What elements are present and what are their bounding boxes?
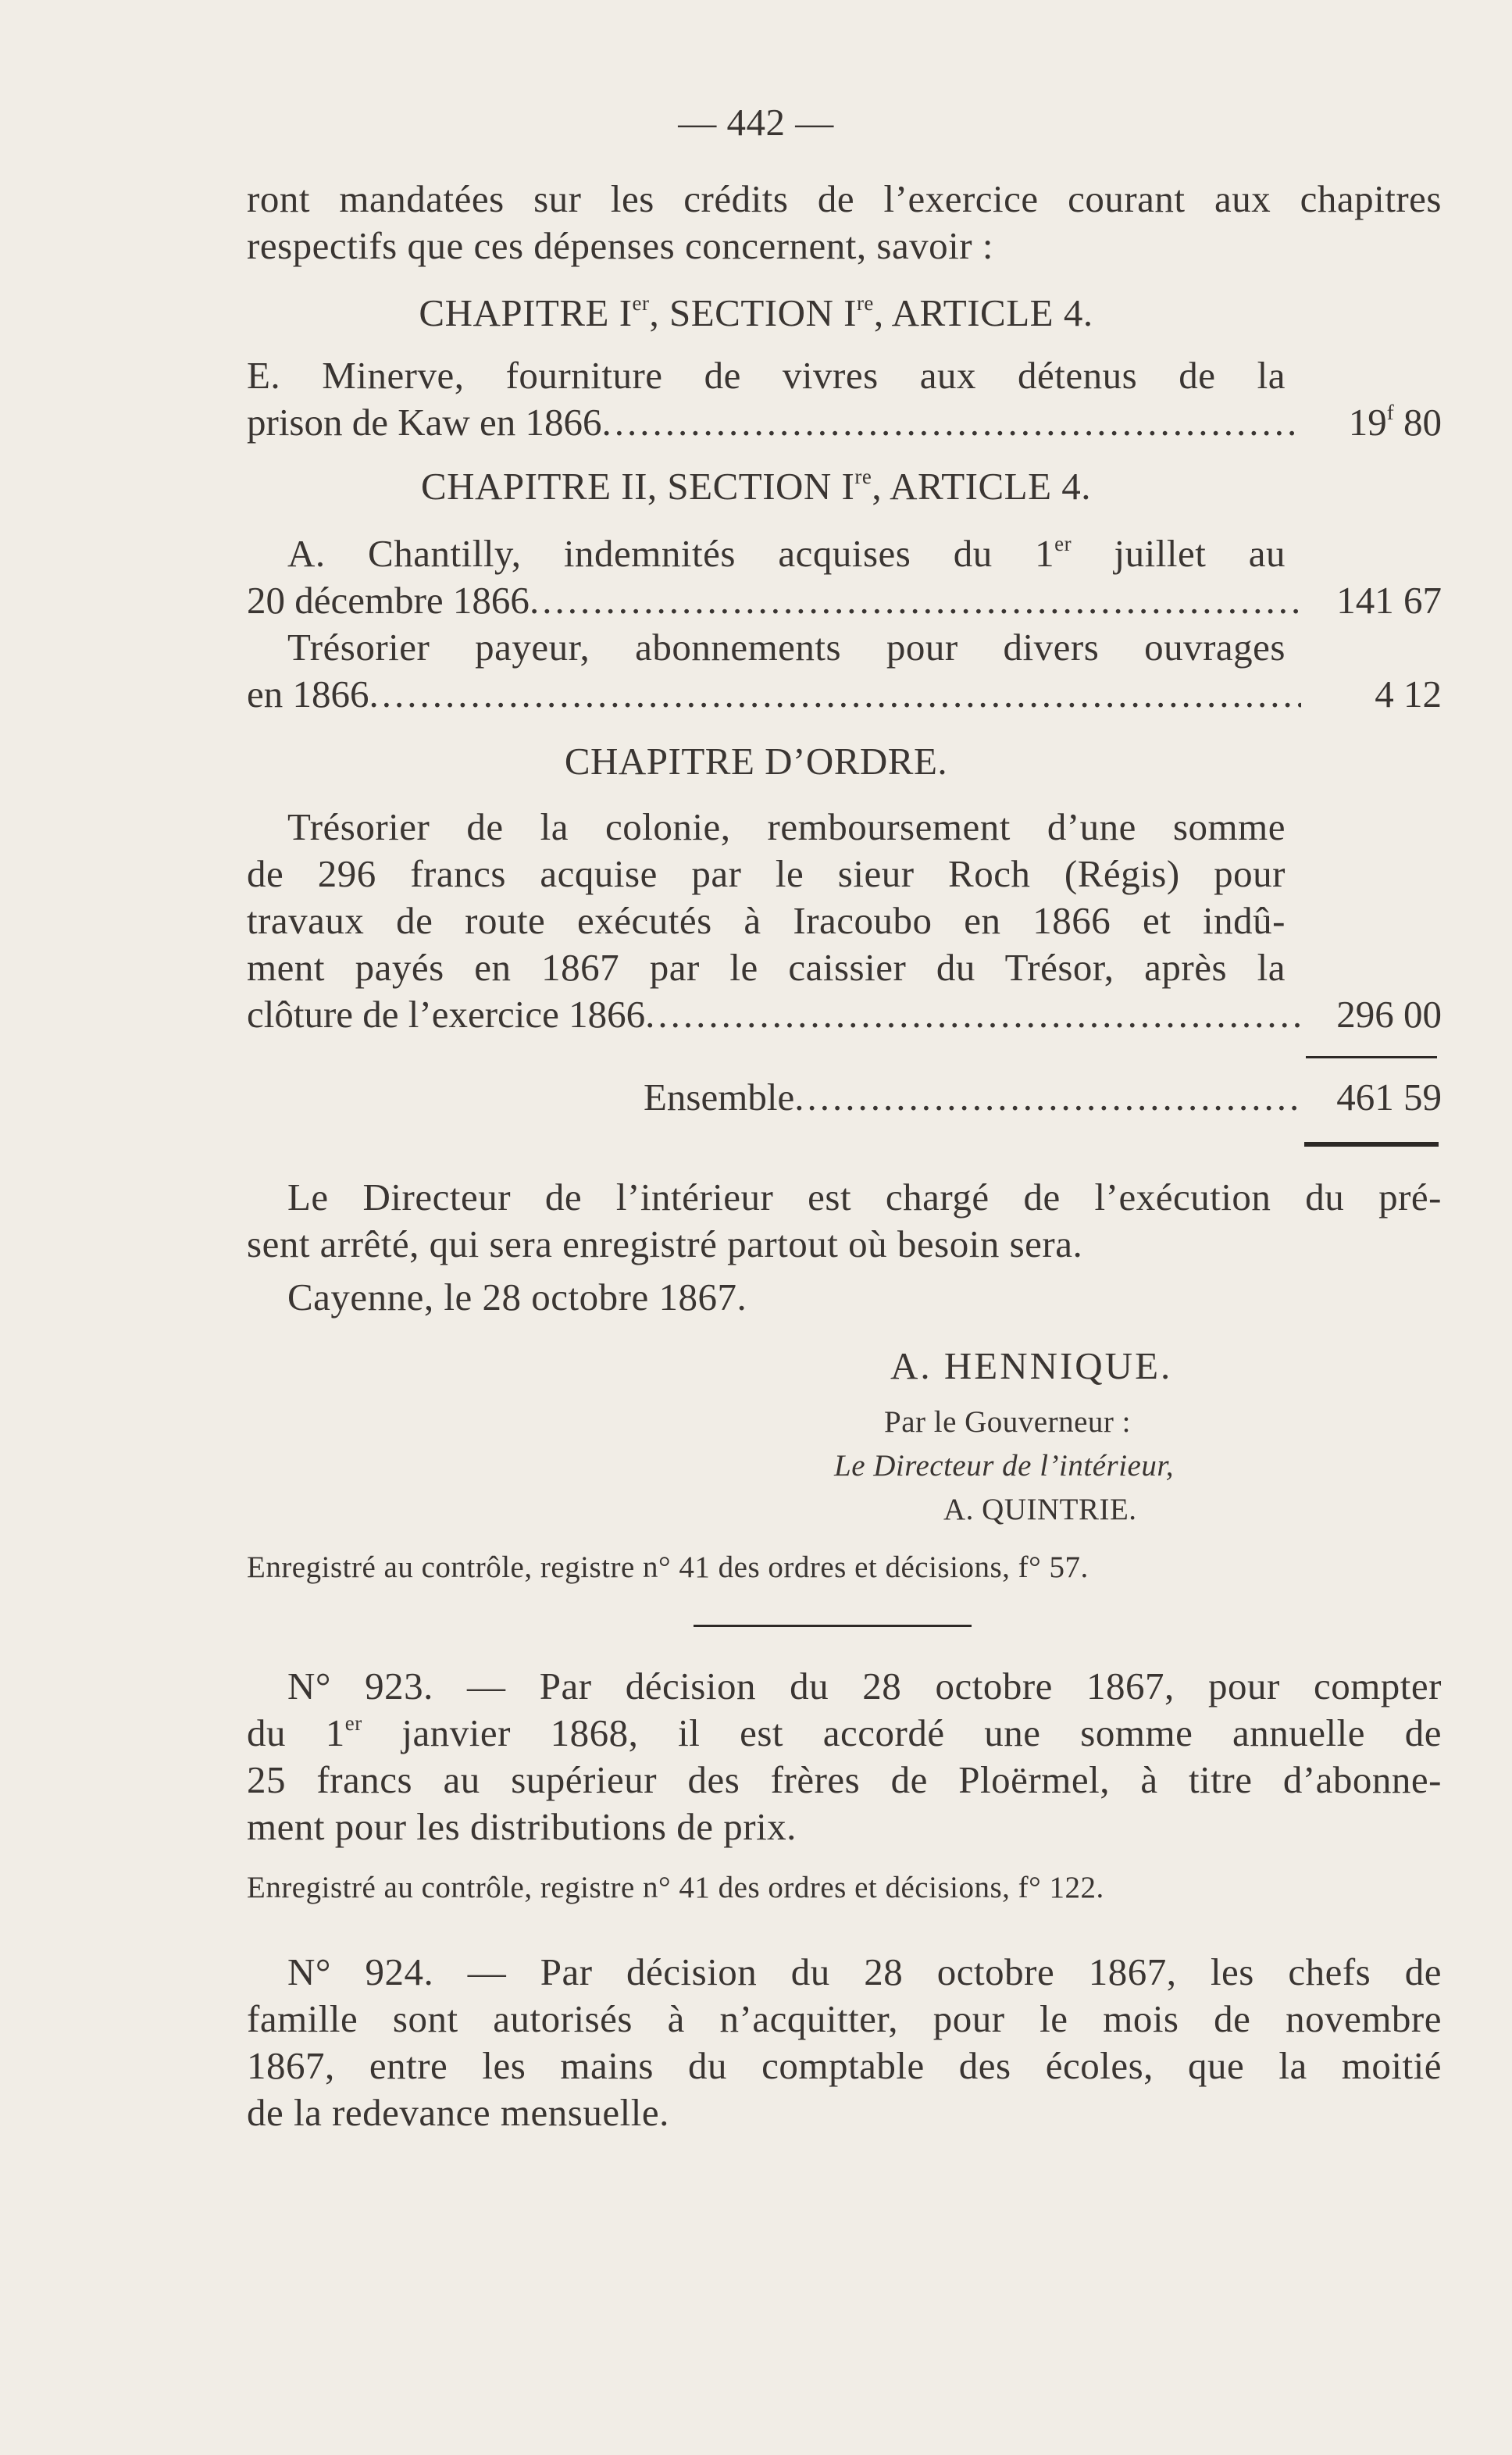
section-divider [694, 1625, 972, 1627]
chapter1-entry-amount: 19$^f$ 80 [1348, 400, 1442, 444]
leader-dots [645, 992, 1301, 1037]
signature-name: A. HENNIQUE. [890, 1344, 1173, 1387]
closing-line-3: Cayenne, le 28 octobre 1867. [287, 1276, 747, 1318]
chapter-ordre-line-3: travaux de route exécutés à Iracoubo en 1866 et indû- [247, 899, 1286, 942]
decision923-registration: Enregistré au contrôle, registre n° 41 des ordres et décisions, f° 122. [247, 1871, 1104, 1904]
chapter2-entry1-line-1: A. Chantilly, indemnités acquises du 1er juillet au [287, 531, 1286, 575]
closing-line-1: Le Directeur de l’intérieur est chargé de l’exécution du pré- [287, 1176, 1442, 1219]
chapter-ordre-last-line: clôture de l’exercice 1866 [247, 993, 646, 1036]
chapter2-entry1-row [247, 578, 1442, 623]
decision923-line-1: N° 923. — Par décision du 28 octobre 1867, pour compter [287, 1665, 1442, 1707]
chapter2-entry2-line-2: en 1866 [247, 673, 369, 715]
chapter-ordre-line-2: de 296 francs acquise par le sieur Roch (Régis) pour [247, 852, 1286, 895]
chapter1-heading: CHAPITRE Ier, SECTION Ire, ARTICLE 4. [419, 291, 1093, 334]
double-rule [1304, 1142, 1439, 1147]
chapter1-entry-row [247, 400, 1442, 445]
signature-director: A. QUINTRIE. [943, 1493, 1137, 1526]
leader-dots [794, 1075, 1301, 1120]
leader-dots [369, 672, 1302, 717]
chapter2-entry2-row [247, 672, 1442, 717]
chapter-ordre-line-1: Trésorier de la colonie, remboursement d’une somme [287, 805, 1286, 848]
chapter2-entry1-amount: 141 67 [1336, 579, 1442, 622]
chapter2-heading: CHAPITRE II, SECTION Ire, ARTICLE 4. [420, 464, 1092, 508]
sum-rule [1306, 1056, 1437, 1058]
chapter2-entry2-amount: 4 12 [1375, 673, 1442, 715]
decision923-line-3: 25 francs au supérieur des frères de Ploërmel, à titre d’abonne- [247, 1758, 1442, 1801]
leader-dots [530, 578, 1301, 623]
page-number: — 442 — [678, 101, 834, 144]
chapter1-entry-line-2: prison de Kaw en 1866 [247, 401, 602, 444]
total-row [644, 1075, 1442, 1120]
decision924-line-4: de la redevance mensuelle. [247, 2091, 669, 2134]
total-amount: 461 59 [1336, 1076, 1442, 1119]
chapter-ordre-line-4: ment payés en 1867 par le caissier du Trésor, après la [247, 946, 1286, 989]
decision923-line-2: du 1er janvier 1868, il est accordé une somme annuelle de [247, 1711, 1442, 1754]
signature-par: Par le Gouverneur : [884, 1405, 1131, 1439]
registration-1: Enregistré au contrôle, registre n° 41 des ordres et décisions, f° 57. [247, 1550, 1089, 1584]
signature-title: Le Directeur de l’intérieur, [834, 1449, 1174, 1483]
chapter1-entry-line-1: E. Minerve, fourniture de vivres aux détenus de la [247, 354, 1286, 397]
decision923-line-4: ment pour les distributions de prix. [247, 1805, 797, 1848]
chapter-ordre-row [247, 992, 1442, 1037]
closing-line-2: sent arrêté, qui sera enregistré partout où besoin sera. [247, 1222, 1083, 1265]
chapter2-entry1-line-2: 20 décembre 1866 [247, 579, 530, 622]
chapter-ordre-heading: CHAPITRE D’ORDRE. [564, 740, 948, 783]
chapter-ordre-amount: 296 00 [1336, 993, 1442, 1036]
decision924-line-1: N° 924. — Par décision du 28 octobre 1867, les chefs de [287, 1950, 1442, 1993]
decision924-line-3: 1867, entre les mains du comptable des écoles, que la moitié [247, 2044, 1442, 2087]
intro-line-1: ront mandatées sur les crédits de l’exercice courant aux chapitres [247, 177, 1442, 220]
decision924-line-2: famille sont autorisés à n’acquitter, pour le mois de novembre [247, 1997, 1442, 2040]
leader-dots [602, 400, 1301, 445]
chapter2-entry2-line-1: Trésorier payeur, abonnements pour divers ouvrages [287, 626, 1286, 669]
total-label: Ensemble [644, 1076, 795, 1119]
intro-line-2: respectifs que ces dépenses concernent, savoir : [247, 224, 993, 267]
